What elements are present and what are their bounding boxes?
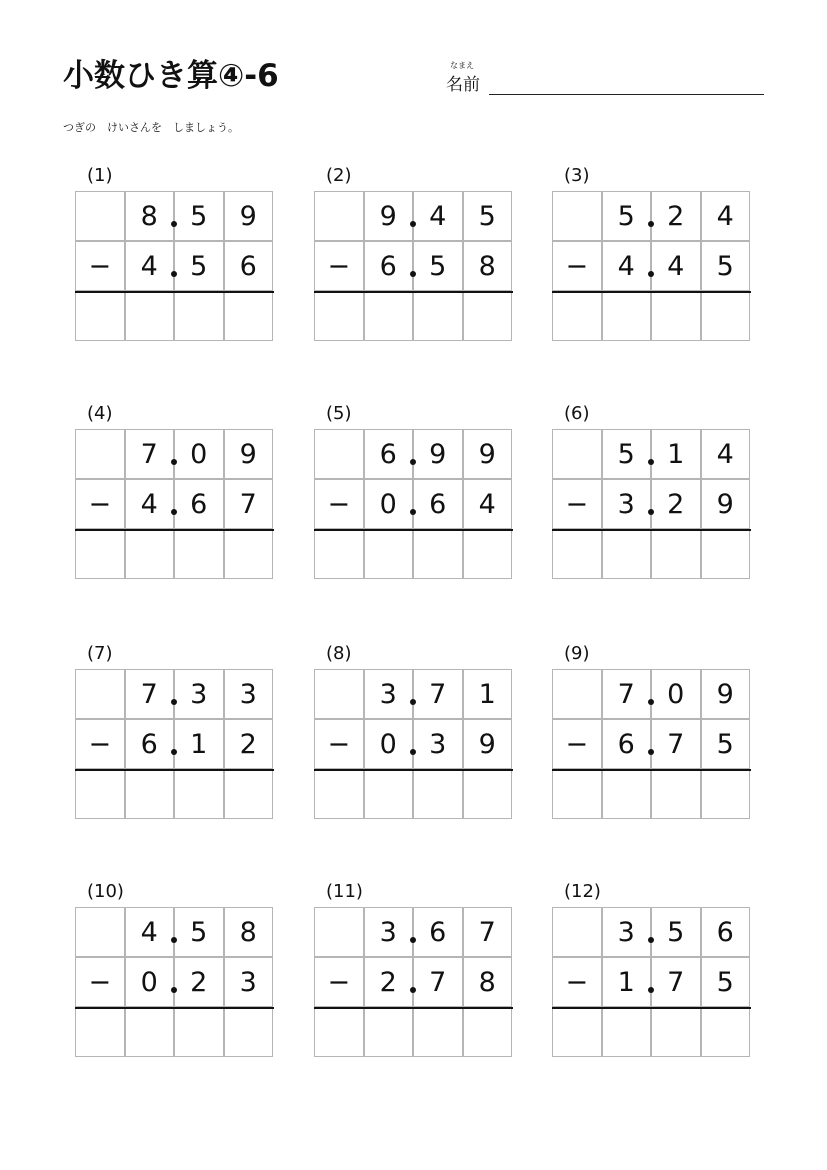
answer-cell[interactable]	[552, 769, 602, 819]
problem-label: (9)	[564, 643, 590, 664]
subtraction-grid	[314, 669, 512, 819]
minuend-digit	[552, 191, 602, 241]
decimal-point	[171, 749, 177, 755]
minuend-digit	[314, 429, 364, 479]
result-line	[75, 1007, 274, 1009]
subtrahend-digit: 1	[602, 957, 652, 1007]
minuend-digit: 7	[125, 429, 175, 479]
subtrahend-digit: 0	[364, 719, 414, 769]
decimal-point	[171, 937, 177, 943]
subtraction-grid	[552, 429, 750, 579]
problem-2	[314, 165, 514, 355]
minuend-digit	[314, 191, 364, 241]
problem-label: (12)	[564, 881, 601, 902]
problem-3	[552, 165, 752, 355]
answer-cell[interactable]	[602, 769, 652, 819]
minus-sign: −	[75, 957, 125, 1007]
problem-label: (2)	[326, 165, 352, 186]
answer-cell[interactable]	[174, 529, 224, 579]
minus-sign: −	[552, 479, 602, 529]
minus-sign: −	[314, 957, 364, 1007]
minuend-digit: 6	[364, 429, 414, 479]
problem-7	[75, 643, 275, 833]
subtrahend-digit: 2	[224, 719, 274, 769]
subtrahend-digit: 5	[701, 719, 751, 769]
subtrahend-digit: 0	[364, 479, 414, 529]
minuend-digit: 1	[651, 429, 701, 479]
subtraction-grid	[75, 669, 273, 819]
decimal-point	[410, 987, 416, 993]
result-line	[314, 291, 513, 293]
subtraction-grid	[314, 907, 512, 1057]
result-line	[552, 529, 751, 531]
answer-cell[interactable]	[174, 291, 224, 341]
result-line	[314, 1007, 513, 1009]
subtraction-grid	[314, 191, 512, 341]
subtrahend-digit: 6	[174, 479, 224, 529]
answer-cell[interactable]	[701, 529, 751, 579]
minuend-digit: 5	[651, 907, 701, 957]
answer-cell[interactable]	[75, 291, 125, 341]
minuend-digit	[75, 669, 125, 719]
answer-cell[interactable]	[75, 529, 125, 579]
minuend-digit: 6	[701, 907, 751, 957]
answer-cell[interactable]	[75, 1007, 125, 1057]
minuend-digit: 2	[651, 191, 701, 241]
decimal-point	[648, 937, 654, 943]
result-line	[314, 769, 513, 771]
problem-4	[75, 403, 275, 593]
subtrahend-digit: 6	[224, 241, 274, 291]
minuend-digit: 5	[174, 907, 224, 957]
minuend-digit	[552, 669, 602, 719]
subtraction-grid	[552, 191, 750, 341]
answer-cell[interactable]	[413, 529, 463, 579]
minuend-digit: 8	[125, 191, 175, 241]
answer-cell[interactable]	[224, 769, 274, 819]
problem-label: (3)	[564, 165, 590, 186]
answer-cell[interactable]	[602, 291, 652, 341]
subtraction-grid	[75, 191, 273, 341]
decimal-point	[171, 271, 177, 277]
minuend-digit	[314, 907, 364, 957]
answer-cell[interactable]	[552, 1007, 602, 1057]
name-label: 名前	[446, 75, 480, 95]
decimal-point	[648, 749, 654, 755]
answer-cell[interactable]	[602, 529, 652, 579]
problem-label: (6)	[564, 403, 590, 424]
subtrahend-digit: 2	[174, 957, 224, 1007]
answer-cell[interactable]	[463, 1007, 513, 1057]
minuend-digit: 5	[602, 191, 652, 241]
name-writing-line[interactable]	[489, 94, 764, 95]
subtrahend-digit: 7	[651, 957, 701, 1007]
answer-cell[interactable]	[701, 769, 751, 819]
minus-sign: −	[314, 479, 364, 529]
problem-6	[552, 403, 752, 593]
minus-sign: −	[314, 241, 364, 291]
subtrahend-digit: 9	[463, 719, 513, 769]
minuend-digit: 3	[174, 669, 224, 719]
minuend-digit: 5	[602, 429, 652, 479]
minus-sign: −	[552, 957, 602, 1007]
minuend-digit: 4	[701, 429, 751, 479]
minuend-digit: 4	[701, 191, 751, 241]
answer-cell[interactable]	[314, 1007, 364, 1057]
decimal-point	[648, 459, 654, 465]
decimal-point	[648, 987, 654, 993]
subtrahend-digit: 4	[651, 241, 701, 291]
decimal-point	[410, 937, 416, 943]
minuend-digit: 0	[651, 669, 701, 719]
subtraction-grid	[314, 429, 512, 579]
answer-cell[interactable]	[413, 1007, 463, 1057]
result-line	[75, 769, 274, 771]
subtrahend-digit: 2	[651, 479, 701, 529]
subtraction-grid	[75, 907, 273, 1057]
minuend-digit: 3	[364, 907, 414, 957]
answer-cell[interactable]	[463, 769, 513, 819]
problem-10	[75, 881, 275, 1071]
problem-12	[552, 881, 752, 1071]
minuend-digit: 7	[602, 669, 652, 719]
answer-cell[interactable]	[552, 291, 602, 341]
minuend-digit: 6	[413, 907, 463, 957]
decimal-point	[410, 749, 416, 755]
subtrahend-digit: 5	[174, 241, 224, 291]
minuend-digit: 3	[602, 907, 652, 957]
subtrahend-digit: 4	[602, 241, 652, 291]
result-line	[314, 529, 513, 531]
subtrahend-digit: 7	[413, 957, 463, 1007]
answer-cell[interactable]	[463, 529, 513, 579]
minuend-digit	[75, 907, 125, 957]
minuend-digit	[75, 429, 125, 479]
answer-cell[interactable]	[364, 529, 414, 579]
answer-cell[interactable]	[463, 291, 513, 341]
decimal-point	[648, 699, 654, 705]
minus-sign: −	[75, 479, 125, 529]
decimal-point	[648, 221, 654, 227]
minus-sign: −	[552, 719, 602, 769]
problem-9	[552, 643, 752, 833]
answer-cell[interactable]	[224, 291, 274, 341]
problem-11	[314, 881, 514, 1071]
minuend-digit	[552, 429, 602, 479]
minuend-digit: 4	[125, 907, 175, 957]
subtrahend-digit: 6	[125, 719, 175, 769]
answer-cell[interactable]	[651, 1007, 701, 1057]
result-line	[552, 1007, 751, 1009]
subtrahend-digit: 3	[224, 957, 274, 1007]
minuend-digit: 3	[364, 669, 414, 719]
name-ruby: なまえ	[450, 61, 474, 70]
subtrahend-digit: 4	[463, 479, 513, 529]
minuend-digit: 9	[413, 429, 463, 479]
subtrahend-digit: 8	[463, 957, 513, 1007]
answer-cell[interactable]	[224, 1007, 274, 1057]
decimal-point	[171, 459, 177, 465]
subtrahend-digit: 6	[413, 479, 463, 529]
minuend-digit: 5	[463, 191, 513, 241]
minuend-digit: 4	[413, 191, 463, 241]
problem-1	[75, 165, 275, 355]
subtrahend-digit: 5	[413, 241, 463, 291]
problem-label: (7)	[87, 643, 113, 664]
problem-label: (5)	[326, 403, 352, 424]
decimal-point	[410, 509, 416, 515]
answer-cell[interactable]	[413, 769, 463, 819]
answer-cell[interactable]	[224, 529, 274, 579]
problem-label: (1)	[87, 165, 113, 186]
subtrahend-digit: 5	[701, 957, 751, 1007]
decimal-point	[171, 221, 177, 227]
subtraction-grid	[552, 907, 750, 1057]
subtraction-grid	[552, 669, 750, 819]
decimal-point	[410, 459, 416, 465]
subtrahend-digit: 5	[701, 241, 751, 291]
subtrahend-digit: 7	[651, 719, 701, 769]
decimal-point	[171, 509, 177, 515]
problem-label: (10)	[87, 881, 124, 902]
decimal-point	[171, 987, 177, 993]
problem-label: (8)	[326, 643, 352, 664]
answer-cell[interactable]	[125, 291, 175, 341]
subtrahend-digit: 4	[125, 479, 175, 529]
subtrahend-digit: 0	[125, 957, 175, 1007]
minuend-digit: 8	[224, 907, 274, 957]
decimal-point	[648, 509, 654, 515]
minus-sign: −	[75, 719, 125, 769]
answer-cell[interactable]	[125, 529, 175, 579]
minuend-digit: 1	[463, 669, 513, 719]
answer-cell[interactable]	[602, 1007, 652, 1057]
subtrahend-digit: 8	[463, 241, 513, 291]
subtraction-grid	[75, 429, 273, 579]
minuend-digit: 9	[224, 429, 274, 479]
problem-8	[314, 643, 514, 833]
minuend-digit	[314, 669, 364, 719]
answer-cell[interactable]	[552, 529, 602, 579]
answer-cell[interactable]	[364, 1007, 414, 1057]
answer-cell[interactable]	[314, 769, 364, 819]
minus-sign: −	[75, 241, 125, 291]
subtrahend-digit: 6	[364, 241, 414, 291]
worksheet-title: 小数ひき算④-6	[63, 58, 279, 94]
subtrahend-digit: 3	[602, 479, 652, 529]
answer-cell[interactable]	[701, 1007, 751, 1057]
result-line	[552, 291, 751, 293]
minus-sign: −	[314, 719, 364, 769]
subtrahend-digit: 4	[125, 241, 175, 291]
answer-cell[interactable]	[651, 529, 701, 579]
result-line	[552, 769, 751, 771]
subtrahend-digit: 2	[364, 957, 414, 1007]
minuend-digit: 3	[224, 669, 274, 719]
minuend-digit: 5	[174, 191, 224, 241]
result-line	[75, 291, 274, 293]
subtrahend-digit: 3	[413, 719, 463, 769]
minuend-digit: 0	[174, 429, 224, 479]
decimal-point	[410, 699, 416, 705]
minuend-digit: 7	[125, 669, 175, 719]
subtrahend-digit: 9	[701, 479, 751, 529]
minuend-digit: 9	[463, 429, 513, 479]
answer-cell[interactable]	[125, 1007, 175, 1057]
answer-cell[interactable]	[651, 769, 701, 819]
answer-cell[interactable]	[75, 769, 125, 819]
answer-cell[interactable]	[314, 529, 364, 579]
decimal-point	[171, 699, 177, 705]
minuend-digit: 9	[364, 191, 414, 241]
minuend-digit	[552, 907, 602, 957]
decimal-point	[648, 271, 654, 277]
subtrahend-digit: 1	[174, 719, 224, 769]
problem-label: (11)	[326, 881, 363, 902]
answer-cell[interactable]	[174, 1007, 224, 1057]
answer-cell[interactable]	[314, 291, 364, 341]
answer-cell[interactable]	[364, 291, 414, 341]
answer-cell[interactable]	[651, 291, 701, 341]
minus-sign: −	[552, 241, 602, 291]
answer-cell[interactable]	[364, 769, 414, 819]
result-line	[75, 529, 274, 531]
minuend-digit: 9	[701, 669, 751, 719]
answer-cell[interactable]	[413, 291, 463, 341]
answer-cell[interactable]	[701, 291, 751, 341]
minuend-digit: 9	[224, 191, 274, 241]
minuend-digit	[75, 191, 125, 241]
problem-5	[314, 403, 514, 593]
answer-cell[interactable]	[125, 769, 175, 819]
subtrahend-digit: 7	[224, 479, 274, 529]
decimal-point	[410, 221, 416, 227]
instruction-text: つぎの けいさんを しましょう。	[63, 121, 239, 134]
answer-cell[interactable]	[174, 769, 224, 819]
subtrahend-digit: 6	[602, 719, 652, 769]
problem-label: (4)	[87, 403, 113, 424]
decimal-point	[410, 271, 416, 277]
minuend-digit: 7	[413, 669, 463, 719]
minuend-digit: 7	[463, 907, 513, 957]
